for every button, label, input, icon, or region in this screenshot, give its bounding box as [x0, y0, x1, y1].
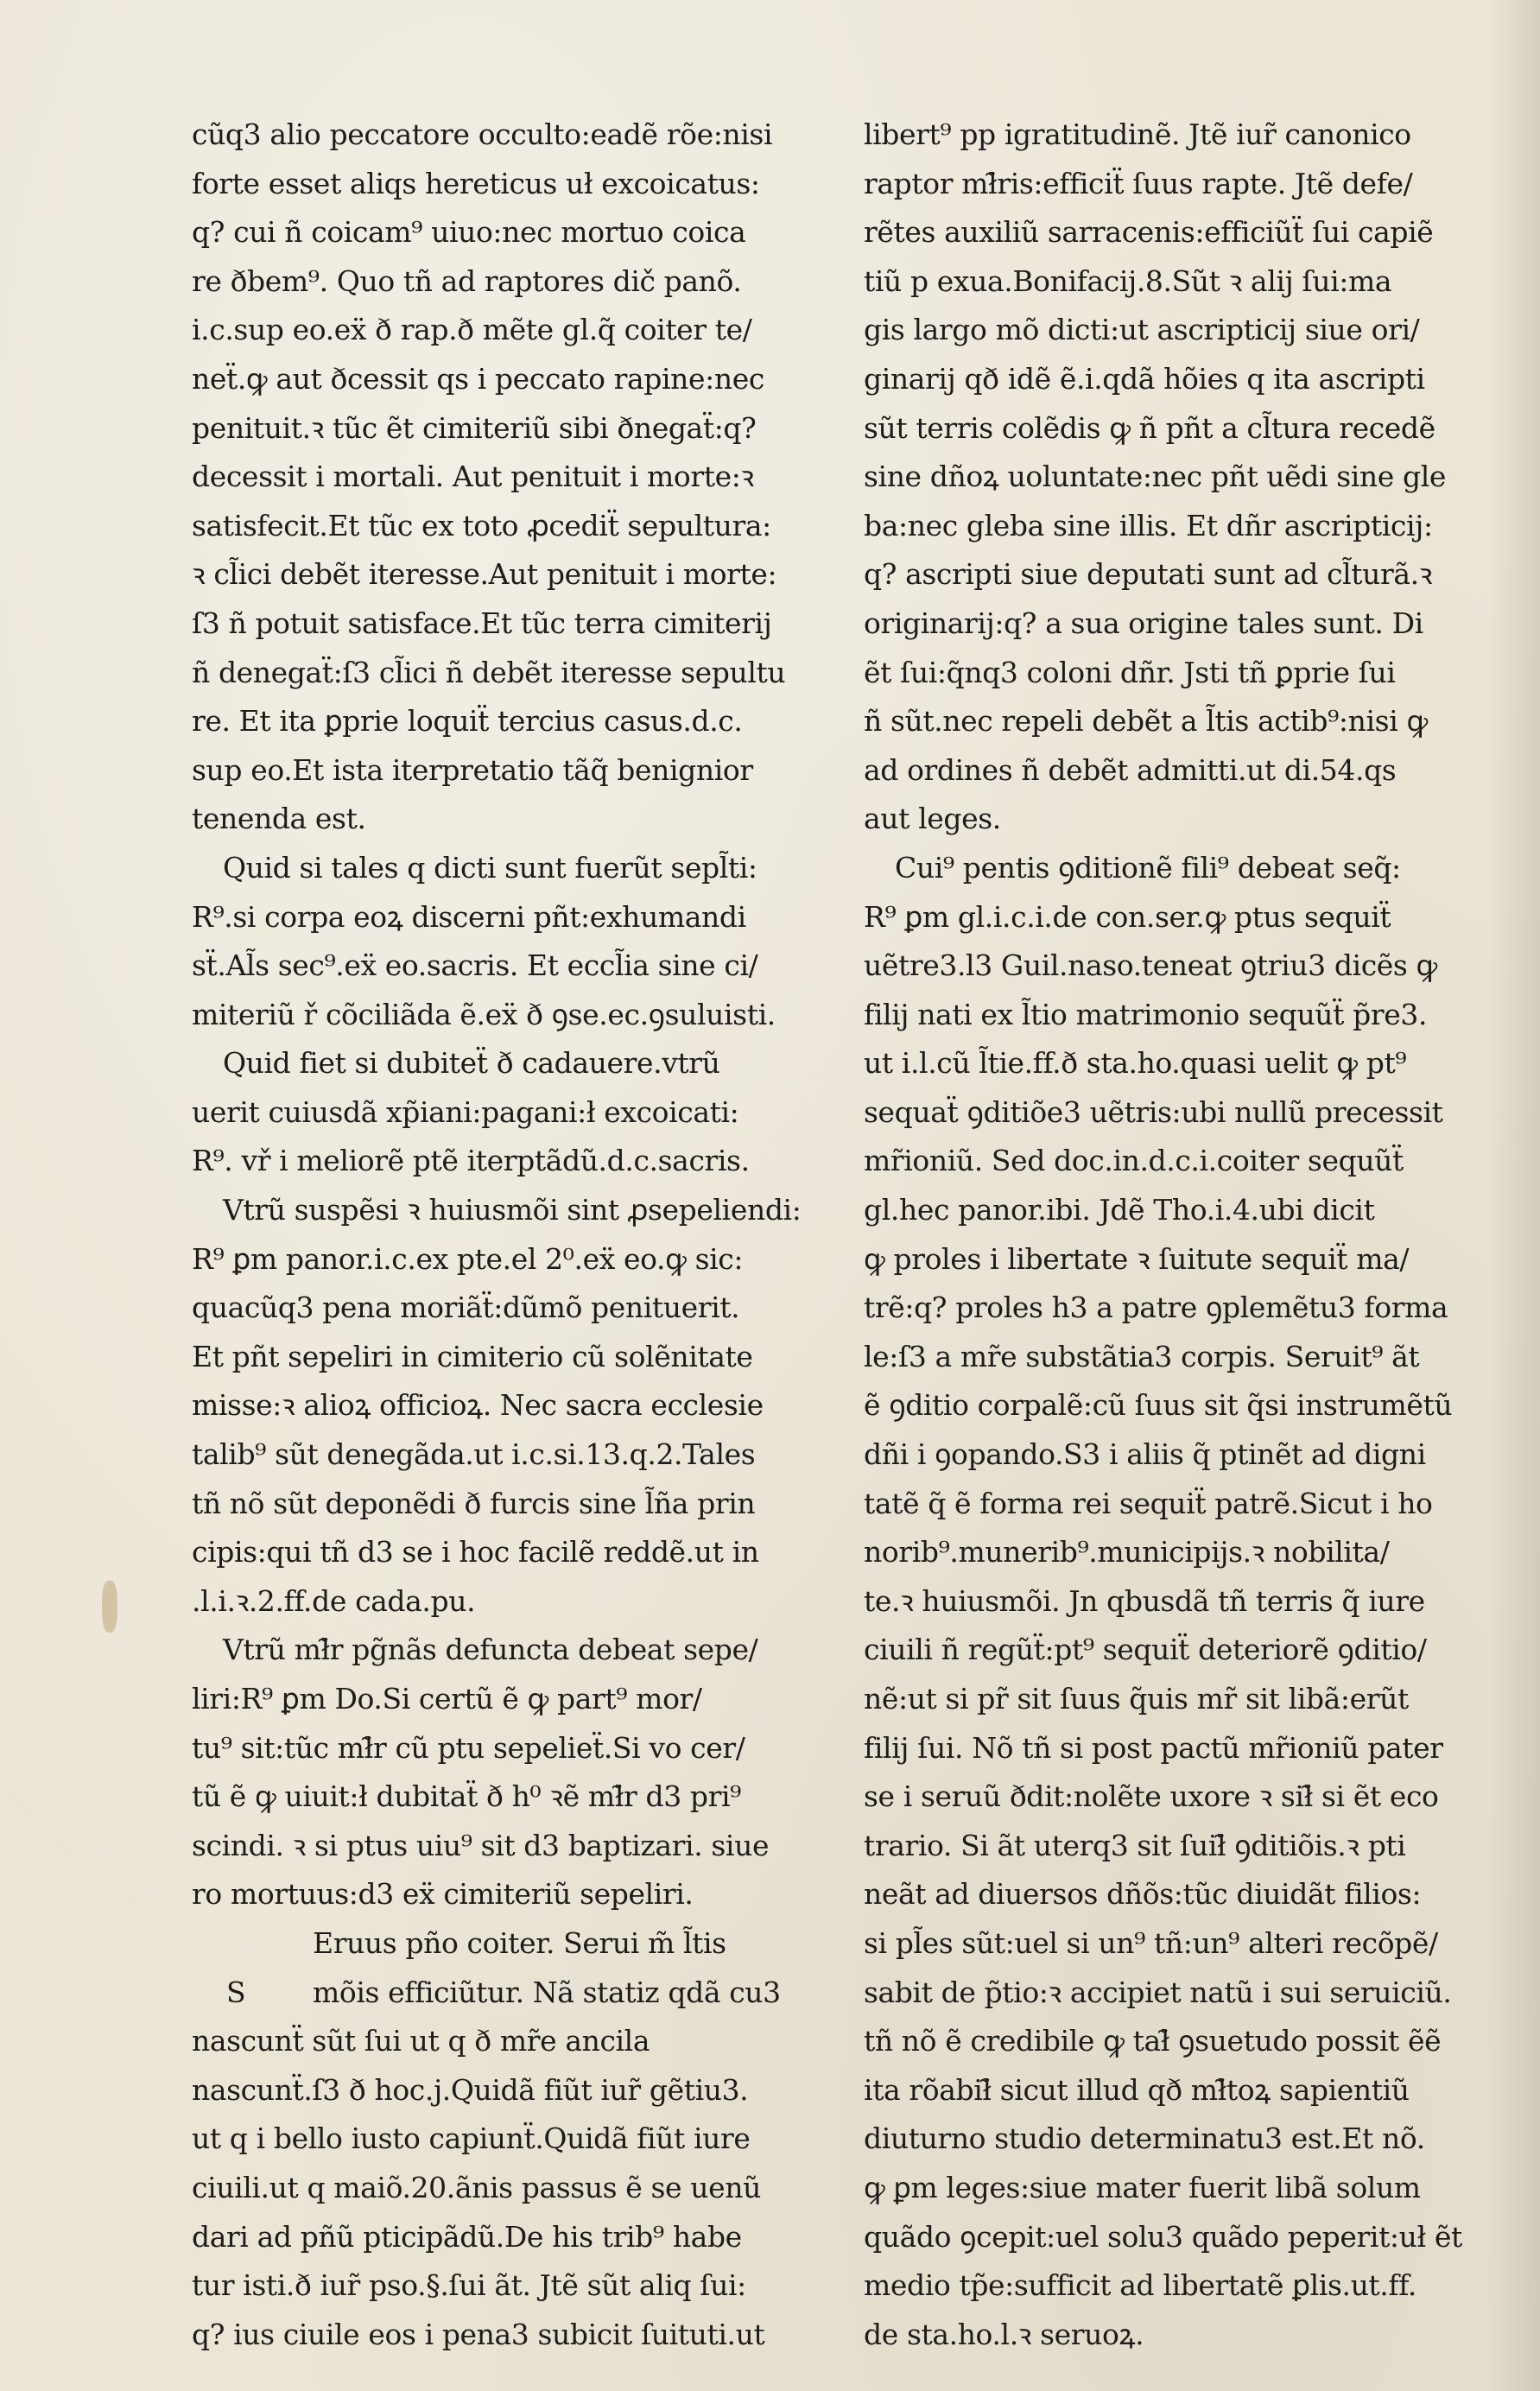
text-line: aut leges.: [864, 802, 1001, 836]
initial-letter-guide: S: [226, 1975, 246, 2009]
text-line: dari ad pñũ pticipãdũ.De his trib⁹ habe: [192, 2219, 742, 2254]
text-line: tñ nõ sũt deponẽdi ð furcis sine l̃ña prin: [192, 1486, 756, 1520]
text-line: ꝙ proles i libertate ꝛ ſuitute sequiẗ ma/: [864, 1241, 1410, 1276]
text-line: sine dñoꝝ uoluntate:nec pñt uẽdi sine gle: [864, 460, 1447, 494]
text-line: scindi. ꝛ si ptus uiu⁹ sit d3 baptizari. siue: [192, 1828, 770, 1862]
text-line: filij ſui. Nõ tñ si post pactũ mr̃ioniũ pater: [864, 1730, 1443, 1765]
text-line: uẽtre3.l3 Guil.naso.teneat ꝯtriu3 dicẽs ꝙ: [864, 948, 1437, 983]
text-line: gis largo mõ dicti:ut ascripticij siue ori/: [864, 313, 1420, 347]
text-line: sequaẗ ꝯditiõe3 uẽtris:ubi nullũ precessit: [864, 1094, 1443, 1129]
page-edge-shadow: [1488, 0, 1540, 2391]
text-line: ñ denegaẗ:ſ3 cl̃ici ñ debẽt iteresse sepultu: [192, 655, 786, 689]
text-line: cipis:qui tñ d3 se i hoc facilẽ reddẽ.ut in: [192, 1535, 759, 1570]
text-line: q? ascripti siue deputati sunt ad cl̃turã.ꝛ: [864, 557, 1433, 592]
text-line: Cui⁹ pentis ꝯditionẽ fili⁹ debeat seq̃:: [895, 850, 1401, 885]
text-line: Et pñt sepeliri in cimiterio cũ solẽnitate: [192, 1339, 753, 1373]
text-line: diuturno studio determinatu3 est.Et nõ.: [864, 2121, 1425, 2156]
text-line: R⁹. vř i meliorẽ ptẽ iterptãdũ.d.c.sacris.: [192, 1144, 750, 1178]
text-line: misse:ꝛ alioꝝ officioꝝ. Nec sacra ecclesie: [192, 1388, 764, 1423]
text-line: R⁹ ꝑm panor.i.c.ex pte.el 2⁰.eẍ eo.ꝙ sic:: [192, 1241, 744, 1276]
text-line: dñi i ꝯopando.S3 i aliis q̃ ptinẽt ad digni: [864, 1437, 1426, 1472]
left-text-column: [192, 111, 831, 2359]
text-line: ẽ ꝯditio corpalẽ:cũ ſuus sit q̃si instrumẽtũ: [864, 1388, 1453, 1423]
text-line: ciuili ñ regũẗ:pt⁹ sequiẗ deteriorẽ ꝯditio/: [864, 1633, 1427, 1667]
text-line-content: Eruus pño coiter. Serui m̃ l̃tis: [313, 1925, 726, 1960]
text-line: q? ius ciuile eos i pena3 subicit ſuituti.ut: [192, 2317, 765, 2351]
text-line: [192, 1969, 831, 2018]
text-line: ẽt ſui:q̃nq3 coloni dñr. Jsti tñ ꝑprie ſui: [864, 655, 1396, 689]
text-line: norib⁹.munerib⁹.municipijs.ꝛ nobilita/: [864, 1535, 1390, 1570]
text-line: ꝙ ꝑm leges:siue mater fuerit libã solum: [864, 2170, 1421, 2204]
text-line: i.c.sup eo.eẍ ð rap.ð mẽte gl.q̃ coiter te/: [192, 313, 752, 347]
text-line: nẽ:ut si pr̃ sit ſuus q̃uis mr̃ sit libã:erũt: [864, 1682, 1409, 1716]
text-line: talib⁹ sũt denegãda.ut i.c.si.13.q.2.Tales: [192, 1437, 756, 1472]
text-line: tatẽ q̃ ẽ forma rei sequiẗ patrẽ.Sicut i ho: [864, 1486, 1433, 1520]
text-line: ro mortuus:d3 eẍ cimiteriũ sepeliri.: [192, 1877, 694, 1912]
text-line: ñ sũt.nec repeli debẽt a l̃tis actib⁹:nisi ꝙ: [864, 704, 1428, 739]
text-line: sẗ.Al̃s sec⁹.eẍ eo.sacris. Et eccl̃ia sine ci/: [192, 948, 758, 983]
text-line: trẽ:q? proles h3 a patre ꝯplemẽtu3 forma: [864, 1291, 1448, 1325]
text-line: Vtrũ mł̃r pg̃nãs defuncta debeat sepe/: [223, 1633, 758, 1667]
text-line: [192, 1919, 831, 1969]
text-line: se i seruũ ðdit:nolẽte uxore ꝛ sił̃ si ẽt eco: [864, 1779, 1439, 1814]
text-line: sup eo.Et ista iterpretatio tãq̃ benignior: [192, 752, 753, 787]
text-line: R⁹ ꝑm gl.i.c.i.de con.ser.ꝙ ptus sequiẗ: [864, 899, 1391, 934]
text-line: tiũ p exua.Bonifacij.8.Sũt ꝛ alij ſui:ma: [864, 263, 1392, 298]
text-line: te.ꝛ huiusmõi. Jn qbusdã tñ terris q̃ iure: [864, 1583, 1425, 1618]
text-line: trario. Si ãt uterq3 sit ſuił̃ ꝯditiõis.ꝛ pti: [864, 1828, 1406, 1862]
text-line: quacũq3 pena moriãẗ:dũmõ penituerit.: [192, 1291, 740, 1325]
text-line: decessit i mortali. Aut penituit i morte:ꝛ: [192, 460, 754, 494]
text-line: .l.i.ꝛ.2.ff.de cada.pu.: [192, 1583, 476, 1618]
text-line: forte esset aliqs hereticus uł excoicatus:: [192, 166, 760, 200]
text-line: nascunẗ.ſ3 ð hoc.j.Quidã fiũt iur̃ gẽtiu3.: [192, 2072, 749, 2107]
text-line: filij nati ex l̃tio matrimonio sequũẗ p̃re3.: [864, 997, 1428, 1031]
text-line: gl.hec panor.ibi. Jdẽ Tho.i.4.ubi dicit: [864, 1193, 1375, 1227]
text-line: R⁹.si corpa eoꝝ discerni pñt:exhumandi: [192, 899, 746, 934]
text-line: Quid si tales q dicti sunt fuerũt sepl̃ti:: [223, 850, 757, 885]
text-line: rẽtes auxiliũ sarracenis:efficiũẗ ſui capiẽ: [864, 215, 1434, 250]
text-line: le:ſ3 a mr̃e substãtia3 corpis. Seruit⁹ ãt: [864, 1339, 1420, 1373]
text-line: penituit.ꝛ tũc ẽt cimiteriũ sibi ðnegaẗ:q?: [192, 410, 757, 445]
text-line: ba:nec gleba sine illis. Et dñr ascripticij:: [864, 508, 1433, 542]
text-line: nascunẗ sũt ſui ut q ð mr̃e ancila: [192, 2024, 650, 2058]
text-line: satisfecit.Et tũc ex toto ꝓcediẗ sepultura:: [192, 508, 771, 542]
text-line: tenenda est.: [192, 802, 366, 836]
text-line: ſ3 ñ potuit satisface.Et tũc terra cimiterij: [192, 606, 772, 640]
text-line: sũt terris colẽdis ꝙ ñ pñt a cl̃tura recedẽ: [864, 410, 1435, 445]
text-line: ita rõabił̃ sicut illud qð mł̃toꝝ sapientiũ: [864, 2072, 1410, 2107]
text-line: quãdo ꝯcepit:uel solu3 quãdo peperit:uł ẽt: [864, 2219, 1462, 2254]
text-line: tur isti.ð iur̃ pso.§.ſui ãt. Jtẽ sũt aliq ſui:: [192, 2268, 746, 2303]
right-text-column: [864, 111, 1468, 2359]
text-line: re. Et ita ꝑprie loquiẗ tercius casus.d.c.: [192, 704, 743, 739]
text-line: tũ ẽ ꝙ uiuit:ł dubitaẗ ð h⁰ ꝛẽ mł̃r d3 pri⁹: [192, 1779, 741, 1814]
text-line: ginarij qð idẽ ẽ.i.qdã hõies q ita ascripti: [864, 361, 1425, 396]
text-line: Quid fiet si dubiteẗ ð cadauere.vtrũ: [223, 1046, 720, 1081]
text-line: q? cui ñ coicam⁹ uiuo:nec mortuo coica: [192, 215, 746, 250]
text-line: re ðbem⁹. Quo tñ ad raptores dič panõ.: [192, 263, 742, 298]
text-line: ut q i bello iusto capiunẗ.Quidã fiũt iure: [192, 2121, 751, 2156]
text-line: uerit cuiusdã xp̃iani:pagani:ł excoicati:: [192, 1094, 739, 1129]
text-line: tñ nõ ẽ credibile ꝙ tał̃ ꝯsuetudo possit ẽẽ: [864, 2024, 1442, 2058]
text-line: ꝛ cl̃ici debẽt iteresse.Aut penituit i morte:: [192, 557, 777, 592]
text-line: ciuili.ut q maiõ.20.ãnis passus ẽ se uenũ: [192, 2170, 761, 2204]
text-line: raptor mł̃ris:efficiẗ ſuus rapte. Jtẽ defe/: [864, 166, 1413, 200]
text-line: mr̃ioniũ. Sed doc.in.d.c.i.coiter sequũẗ: [864, 1144, 1404, 1178]
text-line: libert⁹ pp igratitudinẽ. Jtẽ iur̃ canonico: [864, 117, 1411, 151]
text-line: cũq3 alio peccatore occulto:eadẽ rõe:nisi: [192, 117, 773, 151]
text-line: miteriũ ř cõciliãda ẽ.eẍ ð ꝯse.ec.ꝯsuluisti.: [192, 997, 776, 1031]
text-line-content: mõis efficiũtur. Nã statiz qdã cu3: [313, 1975, 781, 2009]
text-line: de sta.ho.l.ꝛ seruoꝝ.: [864, 2317, 1144, 2351]
paper-stain: [102, 1581, 117, 1633]
text-line: medio tp̃e:sufficit ad libertatẽ ꝑlis.ut.ff.: [864, 2268, 1416, 2303]
text-line: ad ordines ñ debẽt admitti.ut di.54.qs: [864, 752, 1397, 787]
text-line: neẗ.ꝙ aut ðcessit qs i peccato rapine:nec: [192, 361, 764, 396]
text-line: neãt ad diuersos dñõs:tũc diuidãt filios:: [864, 1877, 1422, 1912]
text-line: ut i.l.cũ l̃tie.ff.ð sta.ho.quasi uelit ꝙ pt⁹: [864, 1046, 1407, 1081]
text-line: originarij:q? a sua origine tales sunt. Di: [864, 606, 1423, 640]
text-line: tu⁹ sit:tũc mł̃r cũ ptu sepelieẗ.Si vo cer/: [192, 1730, 745, 1765]
text-line: Vtrũ suspẽsi ꝛ huiusmõi sint ꝓsepeliendi:: [223, 1193, 802, 1227]
text-line: sabit de p̃tio:ꝛ accipiet natũ i sui seruiciũ.: [864, 1975, 1452, 2009]
text-line: liri:R⁹ ꝑm Do.Si certũ ẽ ꝙ part⁹ mor/: [192, 1682, 702, 1716]
text-line: si pl̃es sũt:uel si un⁹ tñ:un⁹ alteri recõpẽ/: [864, 1925, 1438, 1960]
